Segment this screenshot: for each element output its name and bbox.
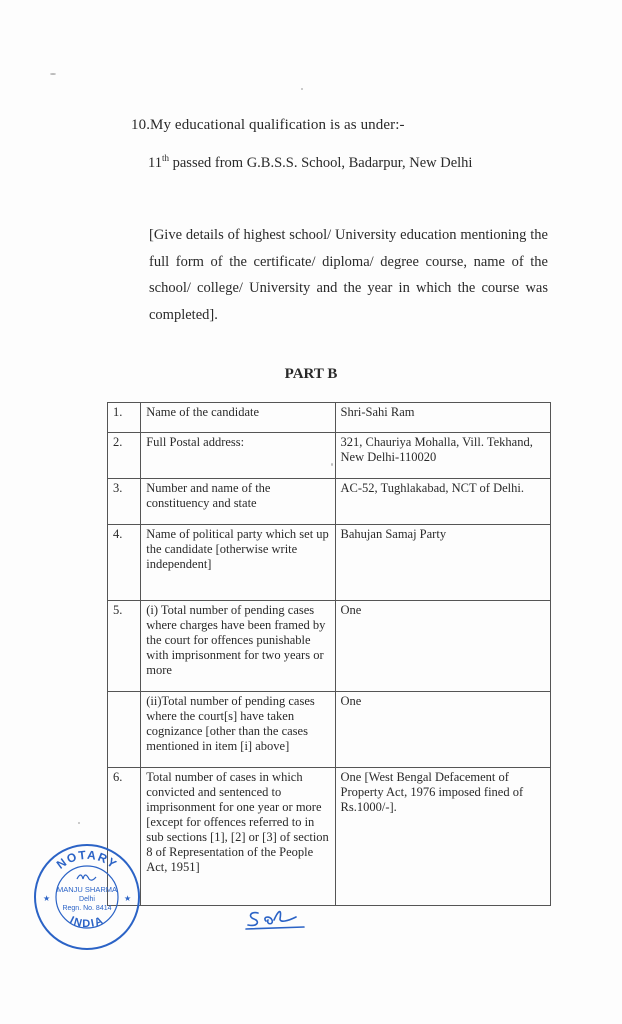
notary-stamp	[33, 843, 141, 951]
stamp-top-text: NOTARY	[53, 847, 121, 872]
table-row	[108, 768, 551, 906]
stamp-city: Delhi	[79, 896, 95, 903]
table-row	[108, 479, 551, 525]
row-value: 321, Chauriya Mohalla, Vill. Tekhand, New Delhi-110020	[335, 433, 550, 479]
row-value: One	[335, 601, 550, 692]
qualification-value	[148, 153, 472, 172]
row-value: One	[335, 692, 550, 768]
row-value: One [West Bengal Defacement of Property Act, 1976 imposed fined of Rs.1000/-].	[335, 768, 550, 906]
row-number: 4.	[108, 525, 141, 601]
row-label: (ii)Total number of pending cases where the court[s] have taken cognizance [other than the cases mentioned in item [i] above]	[141, 692, 335, 768]
stamp-bottom-text: INDIA	[67, 914, 107, 931]
stamp-regn: Regn. No. 8414	[62, 905, 112, 912]
table-row	[108, 403, 551, 433]
stamp-name: MANJU SHARMA	[56, 885, 118, 894]
scan-speck	[50, 73, 56, 75]
star-icon: ★	[43, 894, 51, 903]
qualification-detail: passed from G.B.S.S. School, Badarpur, New Delhi	[168, 154, 473, 171]
qualification-grade: 11	[148, 154, 162, 171]
row-value: Bahujan Samaj Party	[335, 525, 550, 601]
row-label: (i) Total number of pending cases where charges have been framed by the court for offences punishable with imprisonment for two years or more	[141, 601, 335, 692]
qualification-heading: 10.My educational qualification is as under:-	[131, 117, 405, 133]
row-value: Shri-Sahi Ram	[335, 403, 550, 433]
row-value: AC-52, Tughlakabad, NCT of Delhi.	[335, 479, 550, 525]
part-b-table	[107, 402, 551, 906]
star-icon: ★	[124, 894, 132, 903]
svg-text:INDIA	[68, 914, 106, 930]
table-row	[108, 692, 551, 768]
row-number: 2.	[108, 433, 141, 479]
row-number: 3.	[108, 479, 141, 525]
row-number: 5.	[108, 601, 141, 692]
scan-speck	[301, 88, 303, 90]
qualification-instruction: [Give details of highest school/ University education mentioning the full form of the certificate/ diploma/ degree course, name of the school/ college/ University and the year in which the course was completed].	[149, 227, 548, 323]
row-label: Name of the candidate	[141, 403, 335, 433]
row-number: 1.	[108, 403, 141, 433]
row-label: Number and name of the constituency and state	[141, 479, 335, 525]
row-number	[108, 692, 141, 768]
table-row	[108, 601, 551, 692]
notary-initials-signature	[77, 875, 96, 880]
signature	[244, 905, 314, 931]
scan-speck	[78, 822, 80, 824]
table-row	[108, 525, 551, 601]
qualification-grade-suffix: th	[161, 153, 169, 163]
row-label: Full Postal address:	[141, 433, 335, 479]
scan-speck	[331, 463, 333, 466]
row-label: Total number of cases in which convicted and sentenced to imprisonment for one year or more [except for offences referred to in sub sections [1], [2] or [3] of section 8 of Representation of the People Act, 1951]	[141, 768, 335, 906]
part-b-heading: PART B	[284, 366, 338, 382]
row-number: 6.	[108, 768, 141, 906]
table-row	[108, 433, 551, 479]
row-label: Name of political party which set up the candidate [otherwise write independent]	[141, 525, 335, 601]
